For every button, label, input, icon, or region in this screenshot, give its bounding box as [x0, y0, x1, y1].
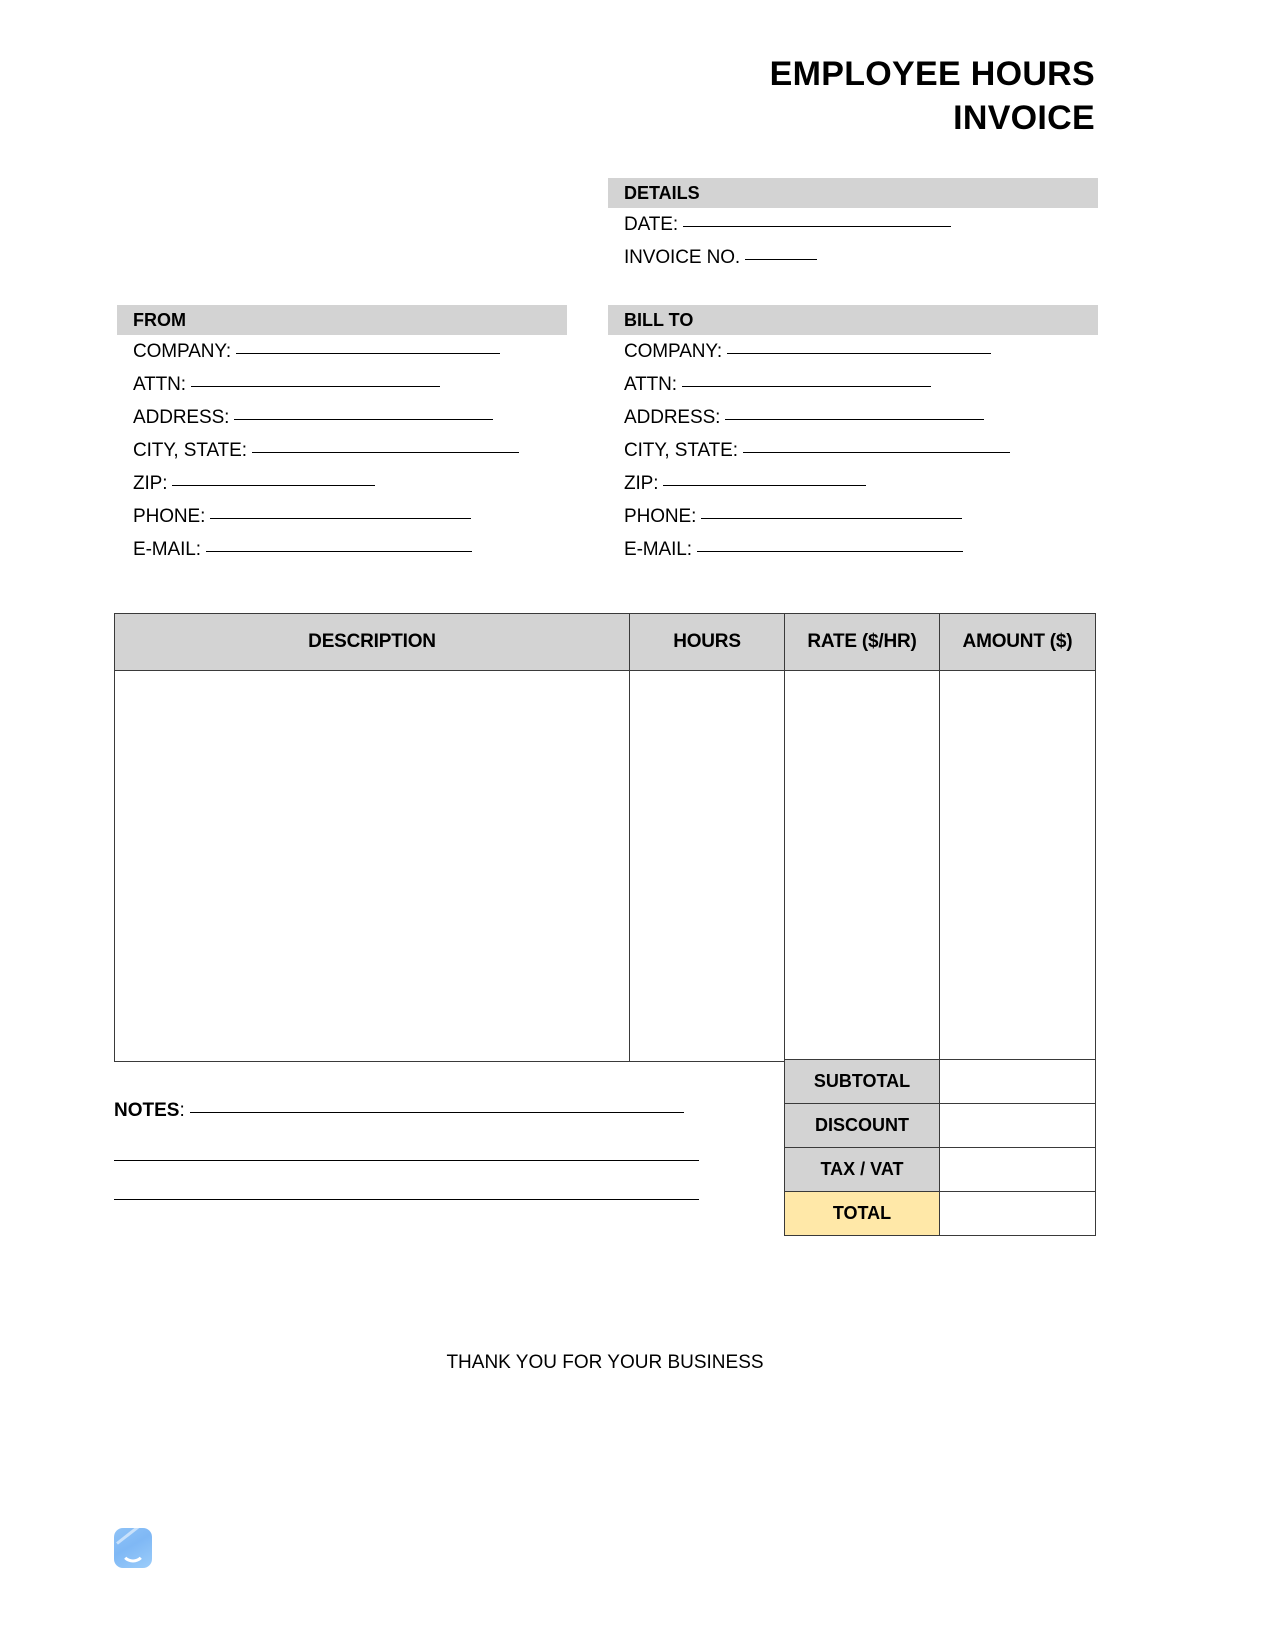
field-label: PHONE: [133, 506, 206, 527]
footer-message: THANK YOU FOR YOUR BUSINESS [446, 1352, 764, 1373]
field-input-line[interactable] [210, 518, 471, 519]
totals-label: TOTAL [785, 1192, 940, 1236]
totals-table [784, 1059, 1096, 1236]
invoice-title [0, 52, 1095, 140]
totals-row [785, 1192, 1096, 1236]
totals-row [785, 1148, 1096, 1192]
field-label: CITY, STATE: [624, 440, 738, 461]
logo-smile-arc [121, 1538, 146, 1563]
notes-colon: : [179, 1100, 185, 1121]
notes-label-row [114, 1100, 714, 1122]
field-label: DATE: [624, 214, 679, 235]
notes-input-line-2[interactable] [114, 1160, 699, 1161]
bill-to-section [608, 305, 1098, 566]
totals-row [785, 1060, 1096, 1104]
totals-label: TAX / VAT [785, 1148, 940, 1192]
field-label: ADDRESS: [624, 407, 721, 428]
line-item-cell-hours[interactable] [630, 671, 785, 1062]
field-input-line[interactable] [701, 518, 962, 519]
bill-to-header: BILL TO [608, 305, 1098, 335]
field-row [608, 533, 1098, 566]
field-row [608, 434, 1098, 467]
column-header-description: DESCRIPTION [115, 614, 630, 671]
totals-value[interactable] [940, 1148, 1096, 1192]
field-input-line[interactable] [727, 353, 991, 354]
totals-label: DISCOUNT [785, 1104, 940, 1148]
field-label: CITY, STATE: [133, 440, 247, 461]
field-row [608, 467, 1098, 500]
field-label: E-MAIL: [624, 539, 692, 560]
field-row [608, 368, 1098, 401]
field-input-line[interactable] [172, 485, 375, 486]
from-header: FROM [117, 305, 567, 335]
field-label: ATTN: [133, 374, 186, 395]
notes-input-line-3[interactable] [114, 1199, 699, 1200]
field-input-line[interactable] [683, 226, 951, 227]
totals-row [785, 1104, 1096, 1148]
field-row [608, 208, 1098, 241]
field-row [117, 335, 567, 368]
bill-to-fields [608, 335, 1098, 566]
details-section [608, 178, 1098, 274]
field-input-line[interactable] [743, 452, 1010, 453]
app-logo-icon [114, 1528, 152, 1568]
invoice-title-line-1: EMPLOYEE HOURS [769, 55, 1095, 93]
line-item-cell-amount[interactable] [940, 671, 1096, 1062]
totals-value[interactable] [940, 1060, 1096, 1104]
field-row [117, 434, 567, 467]
field-input-line[interactable] [682, 386, 931, 387]
field-row [117, 467, 567, 500]
field-input-line[interactable] [191, 386, 440, 387]
field-row [117, 401, 567, 434]
line-item-cell-rate[interactable] [785, 671, 940, 1062]
field-input-line[interactable] [252, 452, 519, 453]
field-input-line[interactable] [725, 419, 984, 420]
field-row [608, 241, 1098, 274]
field-label: COMPANY: [133, 341, 232, 362]
notes-input-line-1[interactable] [190, 1112, 684, 1113]
field-label: COMPANY: [624, 341, 723, 362]
invoice-title-line-2: INVOICE [953, 99, 1095, 137]
field-row [117, 533, 567, 566]
totals-value[interactable] [940, 1104, 1096, 1148]
field-row [608, 335, 1098, 368]
field-row [117, 368, 567, 401]
column-header-rate: RATE ($/HR) [785, 614, 940, 671]
details-header: DETAILS [608, 178, 1098, 208]
field-input-line[interactable] [745, 259, 817, 260]
line-items-header-row [115, 614, 1096, 671]
field-input-line[interactable] [206, 551, 472, 552]
field-label: ZIP: [624, 473, 659, 494]
details-fields [608, 208, 1098, 274]
totals-label: SUBTOTAL [785, 1060, 940, 1104]
field-input-line[interactable] [697, 551, 963, 552]
totals-body [785, 1060, 1096, 1236]
field-label: INVOICE NO. [624, 247, 741, 268]
field-label: ATTN: [624, 374, 677, 395]
field-input-line[interactable] [663, 485, 866, 486]
line-item-cell-description[interactable] [115, 671, 630, 1062]
notes-section [114, 1100, 714, 1200]
field-input-line[interactable] [234, 419, 493, 420]
field-row [608, 401, 1098, 434]
column-header-hours: HOURS [630, 614, 785, 671]
totals-value[interactable] [940, 1192, 1096, 1236]
from-fields [117, 335, 567, 566]
line-items-body-row [115, 671, 1096, 1062]
column-header-amount: AMOUNT ($) [940, 614, 1096, 671]
field-row [117, 500, 567, 533]
field-label: PHONE: [624, 506, 697, 527]
field-label: E-MAIL: [133, 539, 201, 560]
notes-label: NOTES [114, 1100, 180, 1121]
field-row [608, 500, 1098, 533]
field-label: ZIP: [133, 473, 168, 494]
field-label: ADDRESS: [133, 407, 230, 428]
from-section [117, 305, 567, 566]
field-input-line[interactable] [236, 353, 500, 354]
line-items-table [114, 613, 1096, 1062]
